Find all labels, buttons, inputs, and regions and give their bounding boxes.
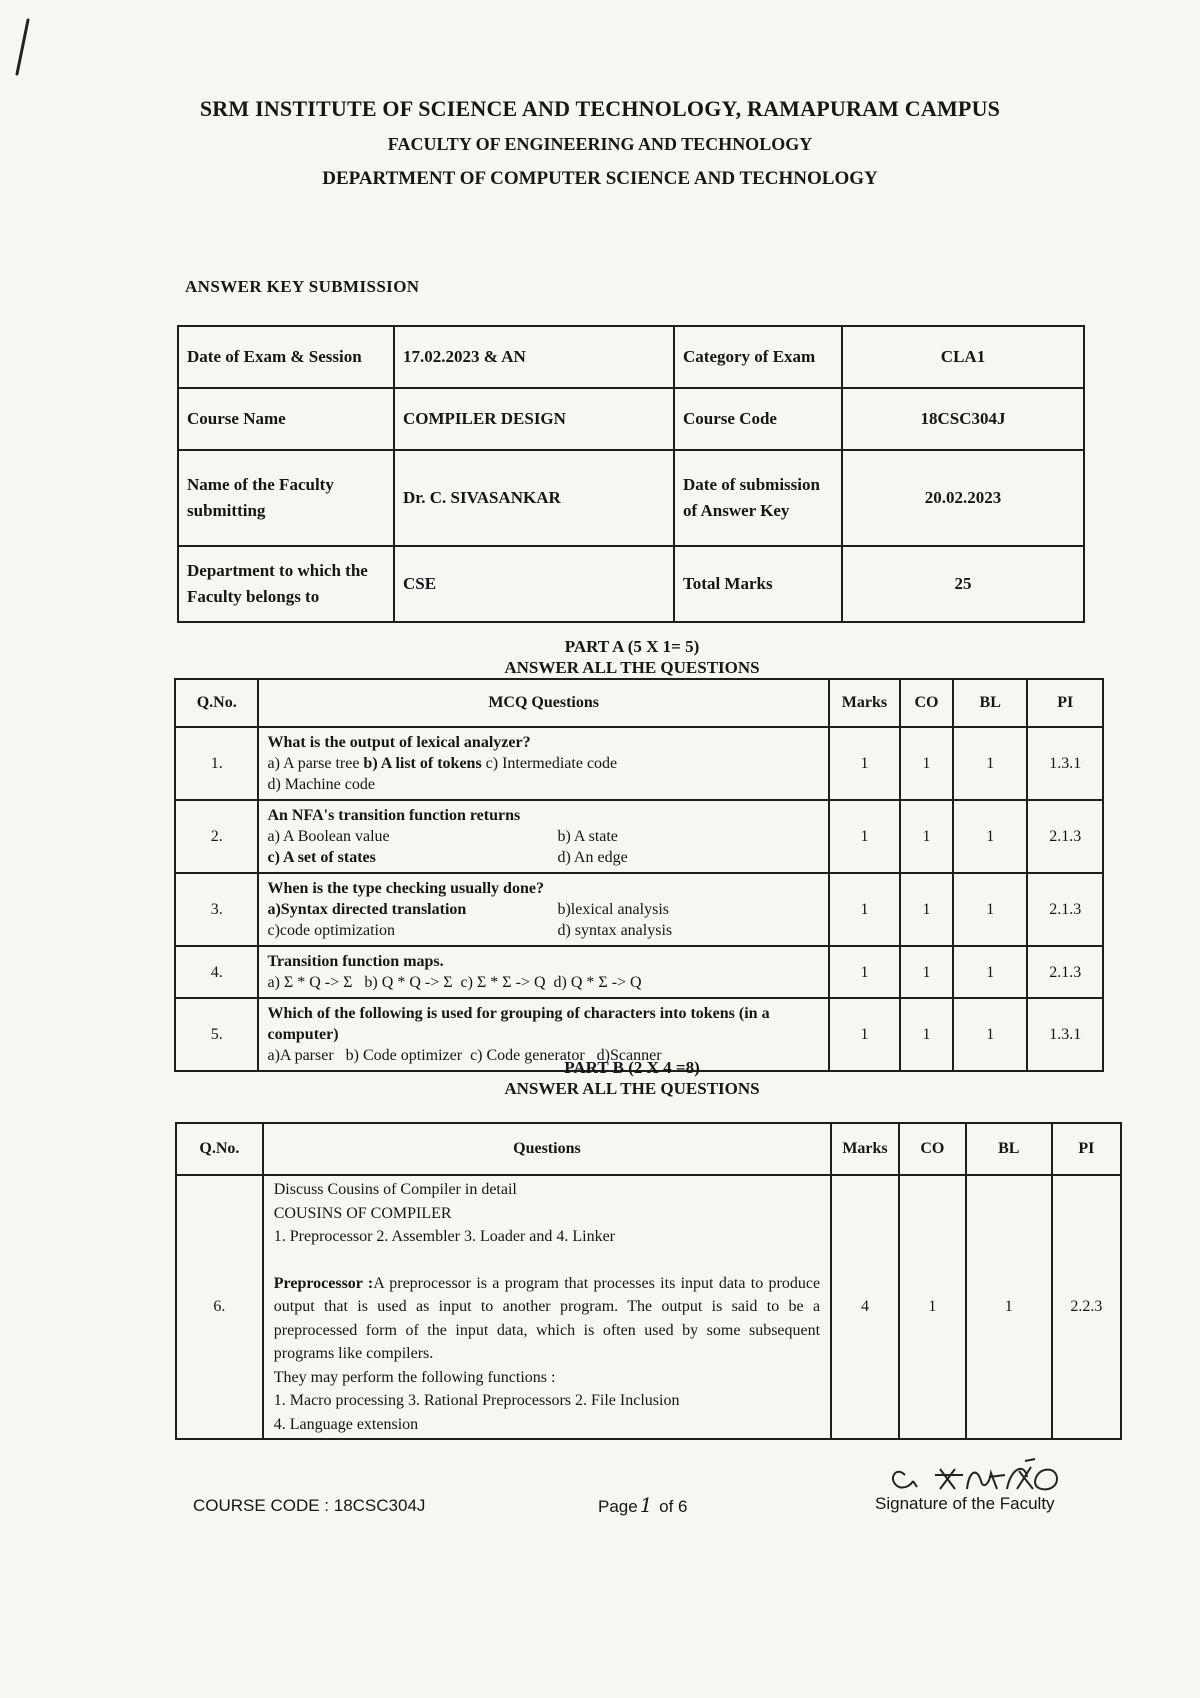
answer-line: They may perform the following functions :: [273, 1368, 556, 1386]
option-correct: a)Syntax directed translation: [267, 901, 467, 918]
info-value: 20.02.2023: [842, 450, 1084, 546]
option-correct: b) A list of tokens: [359, 755, 482, 772]
answer-key-subtitle: ANSWER KEY SUBMISSION: [185, 277, 420, 296]
info-label: Date of submission of Answer Key: [674, 450, 842, 546]
option: c)code optimization: [267, 922, 395, 939]
marks-value: 1: [829, 946, 900, 998]
col-pi: PI: [1027, 679, 1103, 727]
info-row: [178, 546, 1084, 622]
qno: 3.: [175, 873, 258, 946]
question-text: Transition function maps.: [267, 953, 444, 970]
info-value: CLA1: [842, 326, 1084, 388]
table-row: [175, 727, 1103, 800]
footer-page-number: [598, 1493, 688, 1517]
bl-value: 1: [953, 800, 1028, 873]
col-co: CO: [899, 1123, 966, 1175]
marks-value: 1: [829, 998, 900, 1071]
bl-value: 1: [953, 727, 1028, 800]
option: b) A state: [557, 828, 618, 845]
col-question: Questions: [263, 1123, 831, 1175]
col-qno: Q.No.: [176, 1123, 263, 1175]
qno: 4.: [175, 946, 258, 998]
mcq-question: [258, 800, 828, 873]
bl-value: 1: [953, 873, 1028, 946]
options-line: [267, 899, 819, 920]
info-label: Date of Exam & Session: [178, 326, 394, 388]
question-text: Discuss Cousins of Compiler in detail: [273, 1181, 517, 1198]
pi-value: 1.3.1: [1027, 727, 1103, 800]
mcq-question: [258, 946, 828, 998]
pi-value: 2.1.3: [1027, 800, 1103, 873]
option: d) syntax analysis: [557, 922, 673, 939]
col-pi: PI: [1052, 1123, 1121, 1175]
info-label: Category of Exam: [674, 326, 842, 388]
answer-line: 1. Macro processing 3. Rational Preprocessors 2. File Inclusion: [273, 1392, 680, 1409]
option-correct: c) A set of states: [267, 849, 376, 866]
marks-value: 4: [831, 1175, 899, 1439]
option: d) Machine code: [267, 776, 375, 793]
descriptive-header-row: [176, 1123, 1121, 1175]
co-value: 1: [900, 727, 953, 800]
info-label: Name of the Faculty submitting: [178, 450, 394, 546]
answer-body: [263, 1175, 831, 1439]
info-value: 25: [842, 546, 1084, 622]
part-a-instruction: ANSWER ALL THE QUESTIONS: [504, 658, 760, 677]
question-text: What is the output of lexical analyzer?: [267, 734, 531, 751]
qno: 6.: [176, 1175, 263, 1439]
pi-value: 2.2.3: [1052, 1175, 1121, 1439]
option: a) A parse tree: [267, 755, 360, 772]
part-b-title: PART B (2 X 4 =8): [564, 1058, 700, 1077]
info-label: Course Code: [674, 388, 842, 450]
marks-value: 1: [829, 800, 900, 873]
co-value: 1: [900, 800, 953, 873]
answer-paragraph: [274, 1272, 820, 1366]
col-qno: Q.No.: [175, 679, 258, 727]
info-value: COMPILER DESIGN: [394, 388, 674, 450]
info-value: 17.02.2023 & AN: [394, 326, 674, 388]
part-b-heading: [0, 1057, 1200, 1099]
col-co: CO: [900, 679, 953, 727]
co-value: 1: [900, 873, 953, 946]
option: d) An edge: [557, 849, 628, 866]
table-row: [175, 873, 1103, 946]
co-value: 1: [899, 1175, 966, 1439]
institute-title: SRM INSTITUTE OF SCIENCE AND TECHNOLOGY, RAMAPURAM CAMPUS: [199, 96, 1001, 121]
options-line: [267, 826, 819, 847]
pen-mark: [8, 18, 36, 76]
term-label: Preprocessor :: [273, 1274, 374, 1292]
option: b)lexical analysis: [557, 901, 669, 918]
qno: 2.: [175, 800, 258, 873]
term-definition: A preprocessor is a program that processes its input data to produce output that is used as input to another program. The output is said to be a preprocessed form of the input data, which is often used by some subsequent programs like compilers.: [273, 1274, 821, 1362]
info-label: Department to which the Faculty belongs to: [178, 546, 394, 622]
answer-line: 1. Preprocessor 2. Assembler 3. Loader and 4. Linker: [273, 1228, 615, 1245]
options-line: [267, 920, 819, 941]
info-label: Course Name: [178, 388, 394, 450]
mcq-question: [258, 873, 828, 946]
marks-value: 1: [829, 873, 900, 946]
footer-course-code: COURSE CODE : 18CSC304J: [193, 1496, 426, 1515]
options-line: a)A parser b) Code optimizer c) Code generator d)Scanner: [267, 1047, 662, 1064]
page-num: 1: [639, 1493, 653, 1517]
part-a-heading: [0, 636, 1200, 678]
table-row: [176, 1175, 1121, 1439]
question-text: Which of the following is used for grouping of characters into tokens (in a computer): [267, 1005, 770, 1043]
table-row: [175, 946, 1103, 998]
pi-value: 2.1.3: [1027, 873, 1103, 946]
bl-value: 1: [953, 946, 1028, 998]
answer-line: 4. Language extension: [273, 1415, 419, 1433]
exam-info-table: [177, 325, 1085, 623]
col-marks: Marks: [831, 1123, 899, 1175]
option: a) A Boolean value: [267, 828, 390, 845]
bl-value: 1: [953, 998, 1028, 1071]
question-text: An NFA's transition function returns: [267, 807, 521, 824]
department-title: DEPARTMENT OF COMPUTER SCIENCE AND TECHNOLOGY: [322, 168, 878, 189]
page-label: Page: [598, 1497, 638, 1516]
signature-label: Signature of the Faculty: [875, 1494, 1055, 1513]
marks-value: 1: [829, 727, 900, 800]
options-line: [267, 753, 819, 774]
options-line: [267, 847, 819, 868]
col-marks: Marks: [829, 679, 900, 727]
qno: 5.: [175, 998, 258, 1071]
pi-value: 1.3.1: [1027, 998, 1103, 1071]
col-bl: BL: [966, 1123, 1052, 1175]
co-value: 1: [900, 998, 953, 1071]
option: c) Intermediate code: [481, 755, 618, 772]
col-question: MCQ Questions: [258, 679, 828, 727]
info-value: Dr. C. SIVASANKAR: [394, 450, 674, 546]
mcq-header-row: [175, 679, 1103, 727]
co-value: 1: [900, 946, 953, 998]
page-of: of 6: [654, 1497, 688, 1516]
table-row: [175, 800, 1103, 873]
info-row: [178, 450, 1084, 546]
info-value: 18CSC304J: [842, 388, 1084, 450]
info-value: CSE: [394, 546, 674, 622]
mcq-table: [174, 678, 1104, 1072]
mcq-question: [258, 727, 828, 800]
info-label: Total Marks: [674, 546, 842, 622]
pi-value: 2.1.3: [1027, 946, 1103, 998]
options-line: a) Σ * Q -> Σ b) Q * Q -> Σ c) Σ * Σ -> Q d) Q * Σ -> Q: [267, 974, 642, 991]
qno: 1.: [175, 727, 258, 800]
info-row: [178, 326, 1084, 388]
question-text: When is the type checking usually done?: [267, 880, 544, 897]
part-b-instruction: ANSWER ALL THE QUESTIONS: [504, 1079, 760, 1098]
spacer: [274, 1249, 820, 1272]
bl-value: 1: [966, 1175, 1052, 1439]
info-row: [178, 388, 1084, 450]
descriptive-table: [175, 1122, 1122, 1440]
part-a-title: PART A (5 X 1= 5): [564, 637, 700, 656]
answer-heading: COUSINS OF COMPILER: [273, 1204, 452, 1222]
col-bl: BL: [953, 679, 1028, 727]
faculty-title: FACULTY OF ENGINEERING AND TECHNOLOGY: [387, 134, 813, 154]
